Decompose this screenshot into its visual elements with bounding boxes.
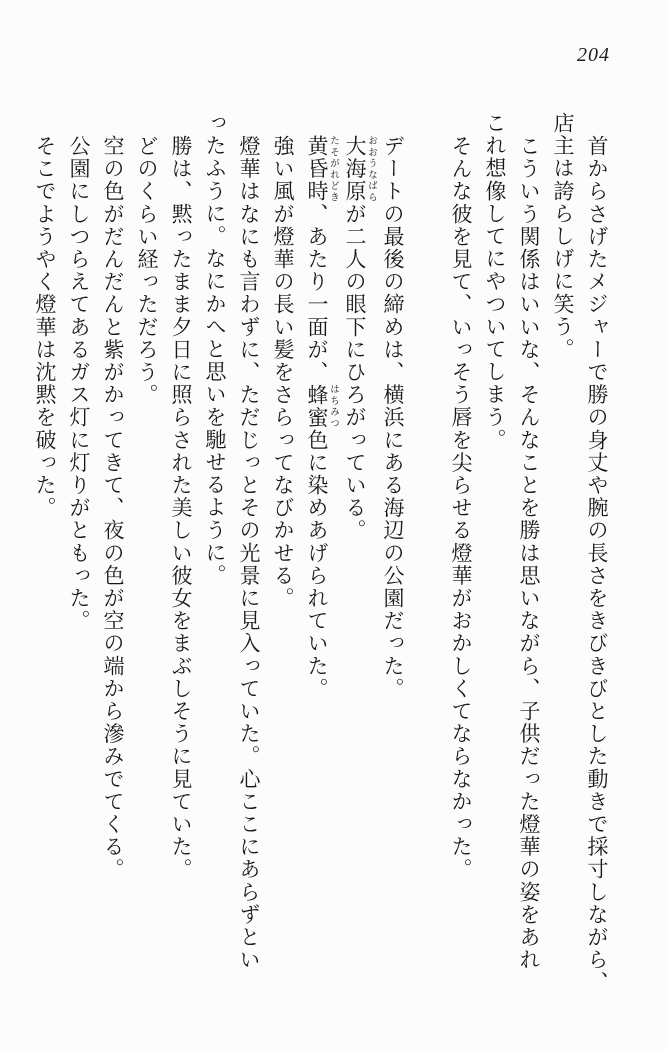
blank-line (410, 112, 444, 1000)
ruby-annotated-word: 黄昏時 たそがれどき (305, 135, 338, 203)
text-line: 店主は誇らしげに笑う。 (551, 112, 575, 361)
text-line: 空の色がだんだんと紫がかってきて、夜の色が空の端から滲みでてくる。 (101, 135, 125, 881)
text-line: ったふうに。なにかへと思いを馳せるように。 (203, 112, 227, 587)
text-line: 強い風が燈華の長い髪をさらってなびかせる。 (271, 135, 295, 610)
text-line: そんな彼を見て、いっそう唇を尖らせる燈華がおかしくてならなかった。 (449, 135, 473, 881)
text-line: どのくらい経っただろう。 (135, 135, 159, 407)
text-line: 燈華はなにも言わずに、ただじっとその光景に見入っていた。心ここにあらずとい (237, 135, 261, 972)
ruby-annotated-word: 大海原 おおうなばら (343, 135, 376, 203)
text-line: 勝は、黙ったまま夕日に照らされた美しい彼女をまぶしそうに見ていた。 (169, 135, 193, 881)
text-line: デートの最後の締めは、横浜にある海辺の公園だった。 (381, 135, 405, 700)
text-line: 公園にしつらえてあるガス灯に灯りがともった。 (67, 135, 91, 633)
text-line: これ想像してにやついてしまう。 (483, 112, 507, 451)
text-line: 大海原 おおうなばらが二人の眼下にひろがっている。 (343, 135, 376, 542)
text-line: 黄昏時 たそがれどき、あたり一面が、蜂蜜 はちみつ色に染めあげられていた。 (305, 135, 338, 701)
furigana: たそがれどき (328, 135, 338, 203)
text-line: 首からさげたメジャーで勝の身丈や腕の長さをきびきびとした動きで採寸しながら、 (585, 135, 609, 994)
text-line: こういう関係はいいな、そんなことを勝は思いながら、子供だった燈華の姿をあれ (517, 135, 541, 972)
page-number: 204 (577, 44, 610, 66)
ruby-annotated-word: 蜂蜜 はちみつ (305, 383, 338, 429)
furigana: はちみつ (328, 383, 338, 429)
furigana: おおうなばら (366, 135, 376, 203)
page-text (28, 112, 614, 1000)
text-line: そこでようやく燈華は沈黙を破った。 (33, 135, 57, 520)
